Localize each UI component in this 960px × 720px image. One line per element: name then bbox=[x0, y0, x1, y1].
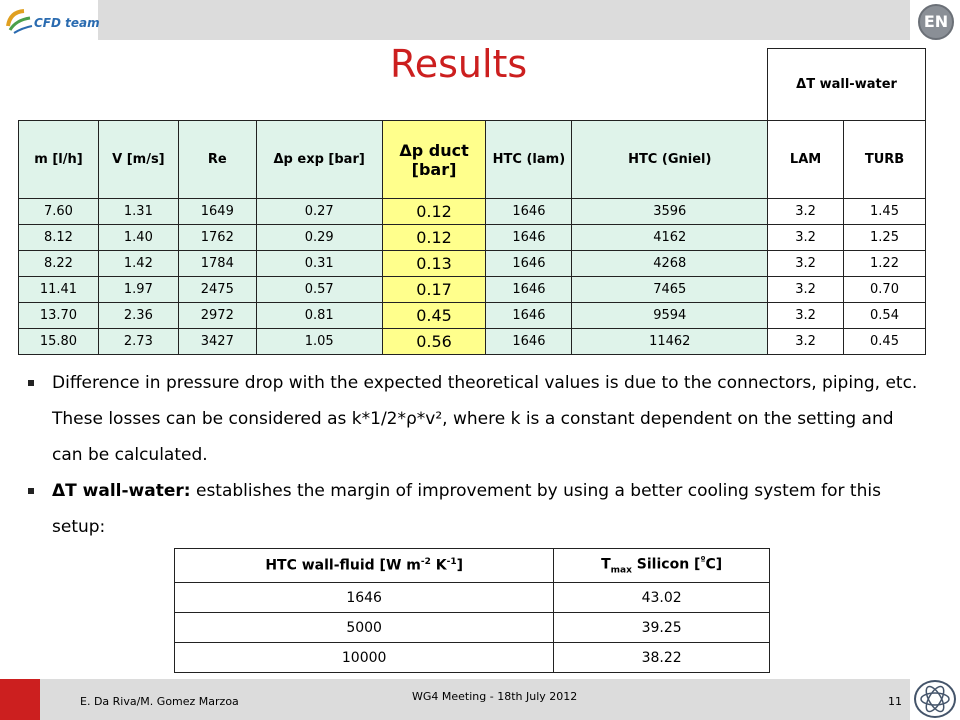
footer-meeting: WG4 Meeting - 18th July 2012 bbox=[412, 690, 578, 703]
cell-v: 1.31 bbox=[98, 199, 178, 225]
cell-dp-exp: 1.05 bbox=[256, 329, 382, 355]
footer-authors: E. Da Riva/M. Gomez Marzoa bbox=[80, 695, 239, 708]
cell-v: 1.40 bbox=[98, 225, 178, 251]
cell-dp-exp: 0.29 bbox=[256, 225, 382, 251]
en-logo-text: EN bbox=[923, 12, 949, 31]
cell-tmax-silicon: 39.25 bbox=[554, 613, 770, 643]
htc-silicon-table bbox=[174, 548, 770, 673]
column-header-row bbox=[19, 121, 926, 199]
cell-lam: 3.2 bbox=[768, 277, 844, 303]
cell-htc-gniel: 9594 bbox=[572, 303, 768, 329]
cell-htc-wall-fluid: 10000 bbox=[175, 643, 554, 673]
cell-re: 1784 bbox=[178, 251, 256, 277]
footer-red-block bbox=[0, 679, 40, 720]
cell-tmax-silicon: 38.22 bbox=[554, 643, 770, 673]
cell-dp-exp: 0.81 bbox=[256, 303, 382, 329]
results-table bbox=[18, 48, 926, 355]
cell-htc-lam: 1646 bbox=[486, 199, 572, 225]
bullet-list bbox=[26, 365, 926, 545]
logo-text: CFD team bbox=[34, 16, 100, 30]
bullet-text: Difference in pressure drop with the expected theoretical values is due to the connectors, piping, etc. These losses can be considered as k*1/2*ρ*v², where k is a constant dependent on the setting and can be calculated. bbox=[52, 373, 918, 465]
cell-turb: 0.70 bbox=[844, 277, 926, 303]
cell-htc-wall-fluid: 1646 bbox=[175, 583, 554, 613]
cell-v: 1.97 bbox=[98, 277, 178, 303]
bullet-text: establishes the margin of improvement by using a better cooling system for this setup: bbox=[52, 481, 881, 537]
cell-turb: 0.54 bbox=[844, 303, 926, 329]
cell-dp-duct: 0.17 bbox=[382, 277, 486, 303]
bullet-bold: ΔT wall-water: bbox=[52, 481, 191, 501]
col-header-htc-lam: HTC (lam) bbox=[486, 121, 572, 199]
cell-htc-lam: 1646 bbox=[486, 329, 572, 355]
cell-m: 11.41 bbox=[19, 277, 99, 303]
col-header-re: Re bbox=[178, 121, 256, 199]
cell-htc-lam: 1646 bbox=[486, 303, 572, 329]
col-header-htc-gniel: HTC (Gniel) bbox=[572, 121, 768, 199]
cell-lam: 3.2 bbox=[768, 251, 844, 277]
cell-lam: 3.2 bbox=[768, 303, 844, 329]
col-header-htc-wall-fluid: HTC wall-fluid [W $m^{-2}$ $K^{-1}$] bbox=[175, 549, 554, 583]
bullet-marker-icon bbox=[28, 380, 34, 386]
cell-re: 1649 bbox=[178, 199, 256, 225]
cell-m: 8.22 bbox=[19, 251, 99, 277]
header-bar bbox=[98, 0, 910, 40]
cell-lam: 3.2 bbox=[768, 329, 844, 355]
col-header-turb: TURB bbox=[844, 121, 926, 199]
cell-dp-exp: 0.57 bbox=[256, 277, 382, 303]
cell-htc-lam: 1646 bbox=[486, 277, 572, 303]
en-logo bbox=[918, 4, 954, 40]
table-row bbox=[19, 303, 926, 329]
cell-htc-gniel: 4268 bbox=[572, 251, 768, 277]
cell-turb: 0.45 bbox=[844, 329, 926, 355]
cell-tmax-silicon: 43.02 bbox=[554, 583, 770, 613]
cern-logo-icon bbox=[916, 682, 954, 716]
cell-dp-duct: 0.13 bbox=[382, 251, 486, 277]
cell-turb: 1.22 bbox=[844, 251, 926, 277]
cell-htc-gniel: 11462 bbox=[572, 329, 768, 355]
cell-dp-duct: 0.12 bbox=[382, 225, 486, 251]
cell-htc-gniel: 7465 bbox=[572, 277, 768, 303]
cell-v: 2.73 bbox=[98, 329, 178, 355]
table-row bbox=[19, 277, 926, 303]
col-header-tmax-silicon: $T_{max}$ Silicon [$^º$C] bbox=[554, 549, 770, 583]
col-header-dp-exp: Δp exp [bar] bbox=[256, 121, 382, 199]
cell-htc-gniel: 4162 bbox=[572, 225, 768, 251]
bullet-marker-icon bbox=[28, 488, 34, 494]
table-row bbox=[19, 329, 926, 355]
col-header-lam: LAM bbox=[768, 121, 844, 199]
cell-htc-wall-fluid: 5000 bbox=[175, 613, 554, 643]
swirl-icon bbox=[4, 6, 34, 36]
results-table-body bbox=[19, 199, 926, 355]
table-row bbox=[19, 199, 926, 225]
cell-dp-exp: 0.31 bbox=[256, 251, 382, 277]
dt-wall-water-header: ΔT wall-water bbox=[768, 49, 926, 121]
cell-re: 3427 bbox=[178, 329, 256, 355]
col-header-dp-duct: Δp duct [bar] bbox=[382, 121, 486, 199]
cell-dp-exp: 0.27 bbox=[256, 199, 382, 225]
cell-dp-duct: 0.12 bbox=[382, 199, 486, 225]
cell-m: 15.80 bbox=[19, 329, 99, 355]
cell-re: 2972 bbox=[178, 303, 256, 329]
cell-v: 1.42 bbox=[98, 251, 178, 277]
cell-m: 8.12 bbox=[19, 225, 99, 251]
bullet-item bbox=[26, 365, 926, 473]
table-row bbox=[19, 251, 926, 277]
cern-logo bbox=[914, 680, 956, 718]
page-title: Results bbox=[390, 42, 528, 86]
col-header-v: V [m/s] bbox=[98, 121, 178, 199]
cfd-team-logo bbox=[4, 6, 100, 38]
cell-dp-duct: 0.56 bbox=[382, 329, 486, 355]
cell-dp-duct: 0.45 bbox=[382, 303, 486, 329]
table-row bbox=[175, 643, 770, 673]
cell-htc-gniel: 3596 bbox=[572, 199, 768, 225]
cell-turb: 1.45 bbox=[844, 199, 926, 225]
table-row bbox=[175, 613, 770, 643]
cell-turb: 1.25 bbox=[844, 225, 926, 251]
bullet-item bbox=[26, 473, 926, 545]
cell-re: 2475 bbox=[178, 277, 256, 303]
htc-silicon-table-body bbox=[175, 583, 770, 673]
cell-re: 1762 bbox=[178, 225, 256, 251]
cell-v: 2.36 bbox=[98, 303, 178, 329]
cell-lam: 3.2 bbox=[768, 199, 844, 225]
cell-m: 13.70 bbox=[19, 303, 99, 329]
page-number: 11 bbox=[888, 695, 902, 708]
cell-lam: 3.2 bbox=[768, 225, 844, 251]
table-row bbox=[175, 583, 770, 613]
table-row bbox=[19, 225, 926, 251]
col-header-m: m [l/h] bbox=[19, 121, 99, 199]
cell-m: 7.60 bbox=[19, 199, 99, 225]
cell-htc-lam: 1646 bbox=[486, 225, 572, 251]
cell-htc-lam: 1646 bbox=[486, 251, 572, 277]
